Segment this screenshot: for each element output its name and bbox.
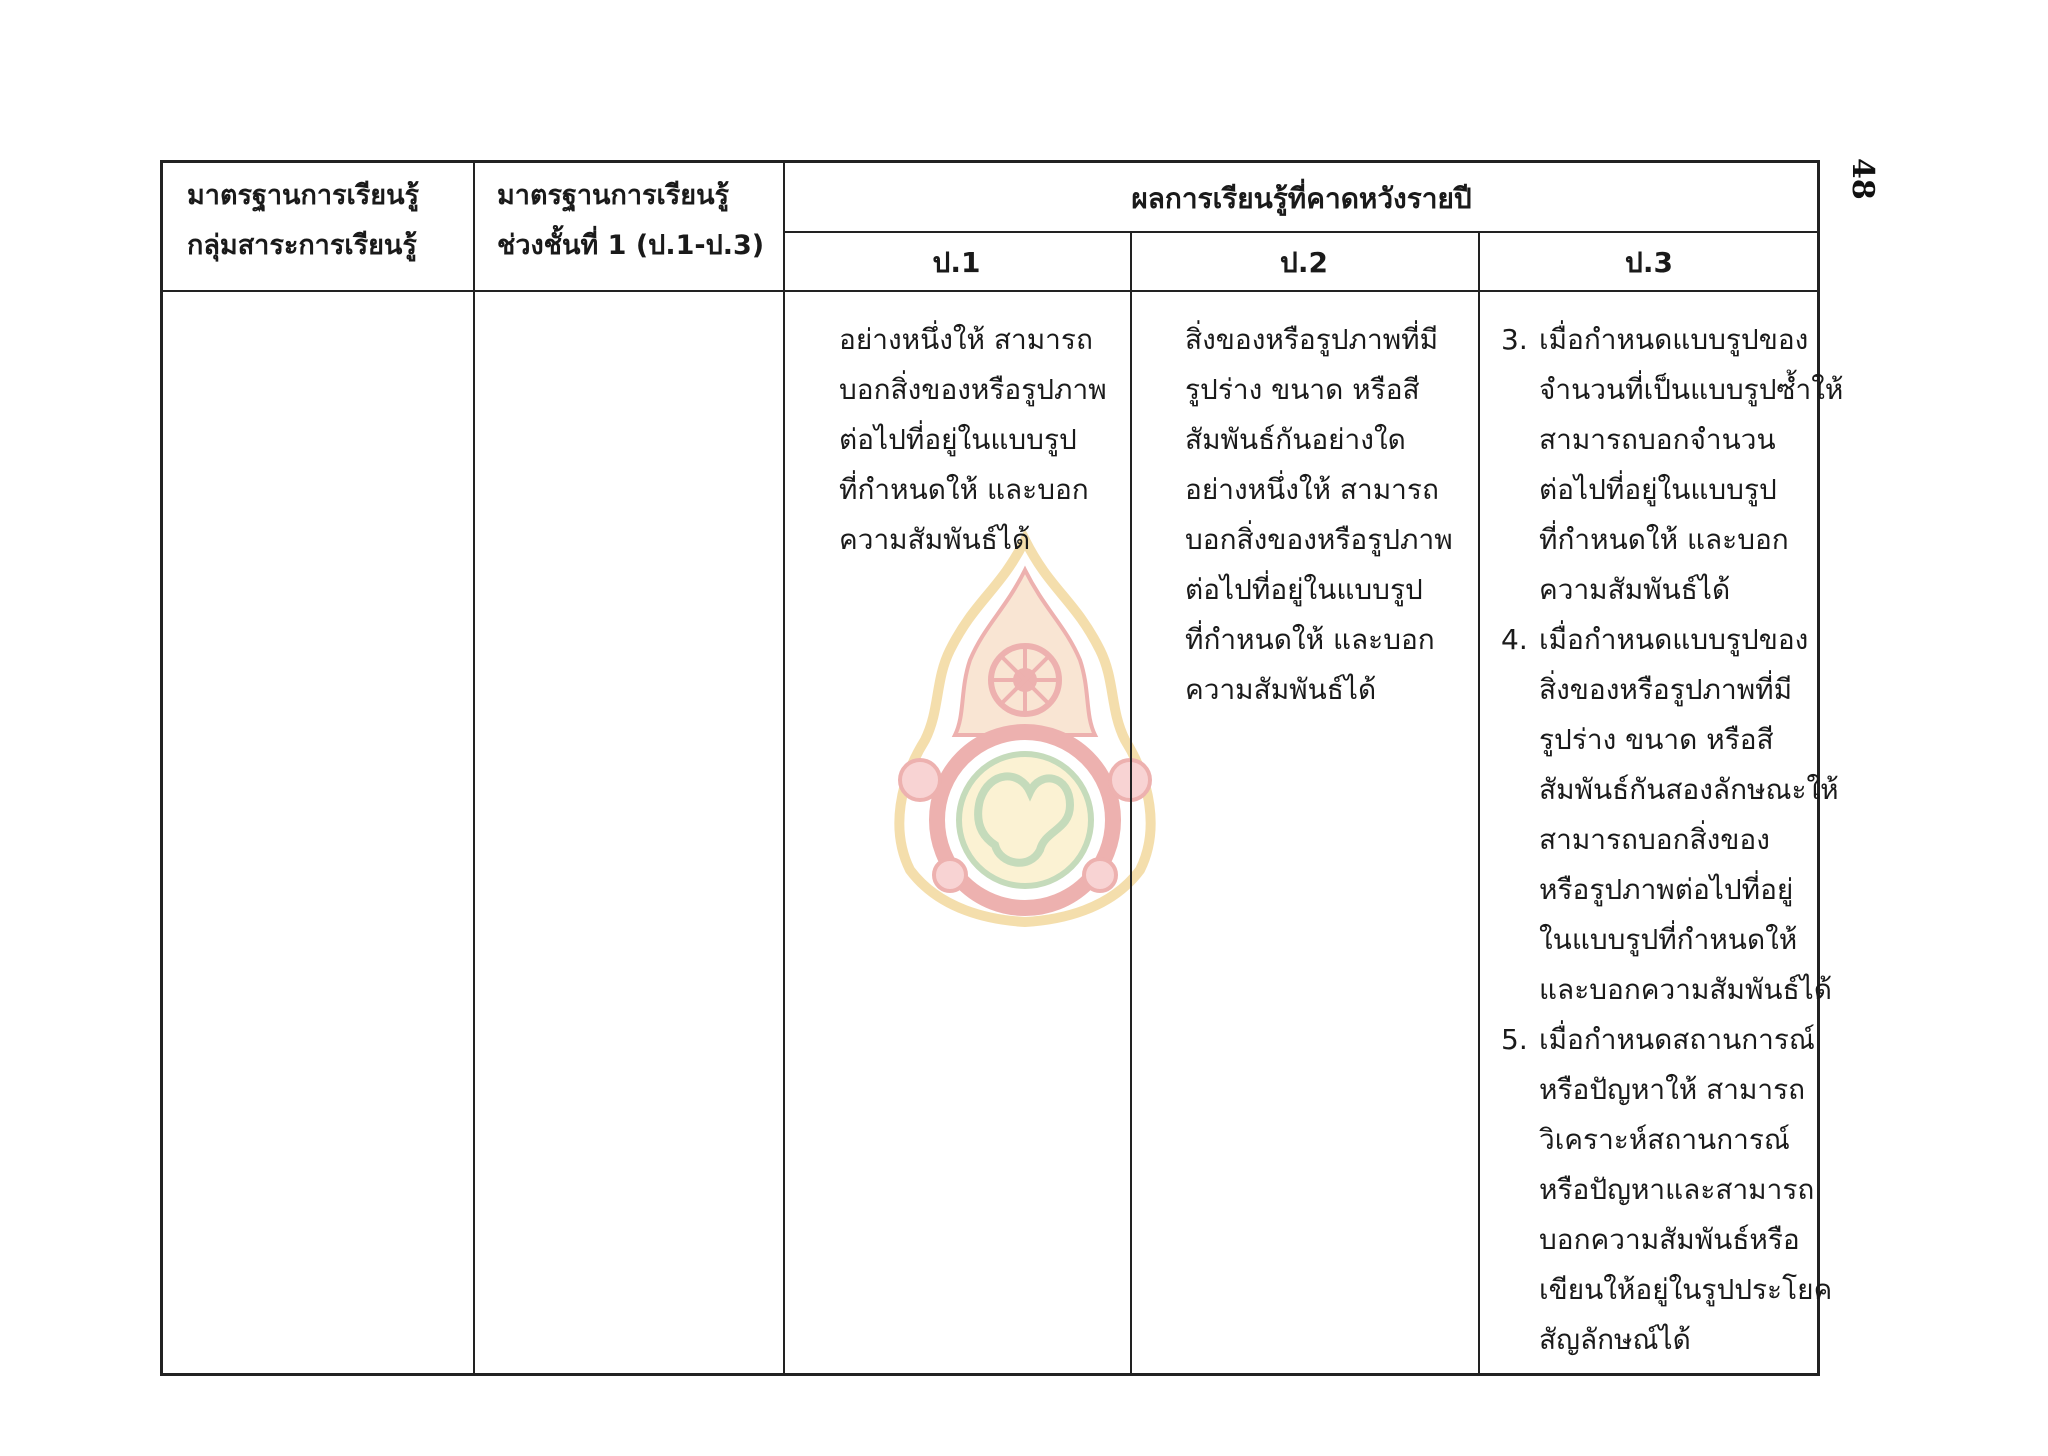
p3-line: ที่กำหนดให้ และบอก (1539, 523, 1789, 556)
p3-line: สิ่งของหรือรูปภาพที่มี (1539, 673, 1793, 706)
curriculum-table (160, 160, 1844, 1376)
p3-line: จำนวนที่เป็นแบบรูปซ้ำให้ (1539, 373, 1844, 406)
p3-item-number: 4. (1501, 623, 1528, 656)
header-divider (783, 231, 1817, 233)
header-expected-outcomes: ผลการเรียนรู้ที่คาดหวังรายปี (1131, 182, 1472, 215)
p3-line: วิเคราะห์สถานการณ์ (1539, 1123, 1790, 1156)
p1-line: ที่กำหนดให้ และบอก (839, 473, 1089, 506)
p3-item-4 (1501, 615, 1839, 1015)
p3-line: บอกความสัมพันธ์หรือ (1539, 1223, 1800, 1256)
page-number: 48 (1845, 158, 1880, 200)
p2-line: บอกสิ่งของหรือรูปภาพ (1185, 523, 1453, 556)
p2-line: สัมพันธ์กันอย่างใด (1185, 423, 1406, 456)
p1-line: อย่างหนึ่งให้ สามารถ (839, 323, 1093, 356)
p3-line: เขียนให้อยู่ในรูปประโยค (1539, 1273, 1833, 1306)
p1-line: บอกสิ่งของหรือรูปภาพ (839, 373, 1107, 406)
header-col1-line1: มาตรฐานการเรียนรู้ (187, 180, 420, 211)
column-divider (473, 163, 475, 1373)
p3-line: ความสัมพันธ์ได้ (1539, 573, 1731, 606)
p3-line: เมื่อกำหนดแบบรูปของ (1539, 323, 1809, 356)
p1-line: ต่อไปที่อยู่ในแบบรูป (839, 423, 1077, 456)
p3-line: สัมพันธ์กันสองลักษณะให้ (1539, 773, 1839, 806)
grade-header-p1: ป.1 (932, 246, 981, 279)
p3-line: และบอกความสัมพันธ์ได้ (1539, 973, 1832, 1006)
header-col1-line2: กลุ่มสาระการเรียนรู้ (187, 230, 417, 261)
column-divider (1130, 231, 1132, 1373)
header-col2-line2: ช่วงชั้นที่ 1 (ป.1-ป.3) (497, 230, 765, 261)
p3-line: เมื่อกำหนดแบบรูปของ (1539, 623, 1809, 656)
p3-line: สามารถบอกสิ่งของ (1539, 823, 1770, 856)
p1-line: ความสัมพันธ์ได้ (839, 523, 1031, 556)
p3-line: สามารถบอกจำนวน (1539, 423, 1776, 456)
p2-content (1185, 315, 1453, 715)
p2-line: ต่อไปที่อยู่ในแบบรูป (1185, 573, 1423, 606)
p3-line: ในแบบรูปที่กำหนดให้ (1539, 923, 1798, 956)
p3-line: รูปร่าง ขนาด หรือสี (1539, 723, 1774, 756)
p3-item-number: 5. (1501, 1023, 1528, 1056)
grade-header-p2: ป.2 (1280, 246, 1328, 279)
column-divider (783, 163, 785, 1373)
p3-line: เมื่อกำหนดสถานการณ์ (1539, 1023, 1815, 1056)
p3-line: ต่อไปที่อยู่ในแบบรูป (1539, 473, 1777, 506)
p3-line: หรือรูปภาพต่อไปที่อยู่ (1539, 873, 1794, 906)
p3-item-5 (1501, 1015, 1833, 1365)
header-bottom-divider (163, 290, 1817, 292)
p2-line: ความสัมพันธ์ได้ (1185, 673, 1377, 706)
p3-line: สัญลักษณ์ได้ (1539, 1323, 1691, 1356)
p3-item-number: 3. (1501, 323, 1528, 356)
p2-line: รูปร่าง ขนาด หรือสี (1185, 373, 1420, 406)
p3-line: หรือปัญหาและสามารถ (1539, 1173, 1815, 1206)
p2-line: สิ่งของหรือรูปภาพที่มี (1185, 323, 1439, 356)
p2-line: ที่กำหนดให้ และบอก (1185, 623, 1435, 656)
p3-content (1501, 315, 1844, 1365)
column-divider (1478, 231, 1480, 1373)
p1-content (839, 315, 1107, 565)
header-col2-line1: มาตรฐานการเรียนรู้ (497, 180, 730, 211)
p3-line: หรือปัญหาให้ สามารถ (1539, 1073, 1806, 1106)
p2-line: อย่างหนึ่งให้ สามารถ (1185, 473, 1439, 506)
grade-header-p3: ป.3 (1625, 246, 1673, 279)
p3-item-3 (1501, 315, 1844, 615)
